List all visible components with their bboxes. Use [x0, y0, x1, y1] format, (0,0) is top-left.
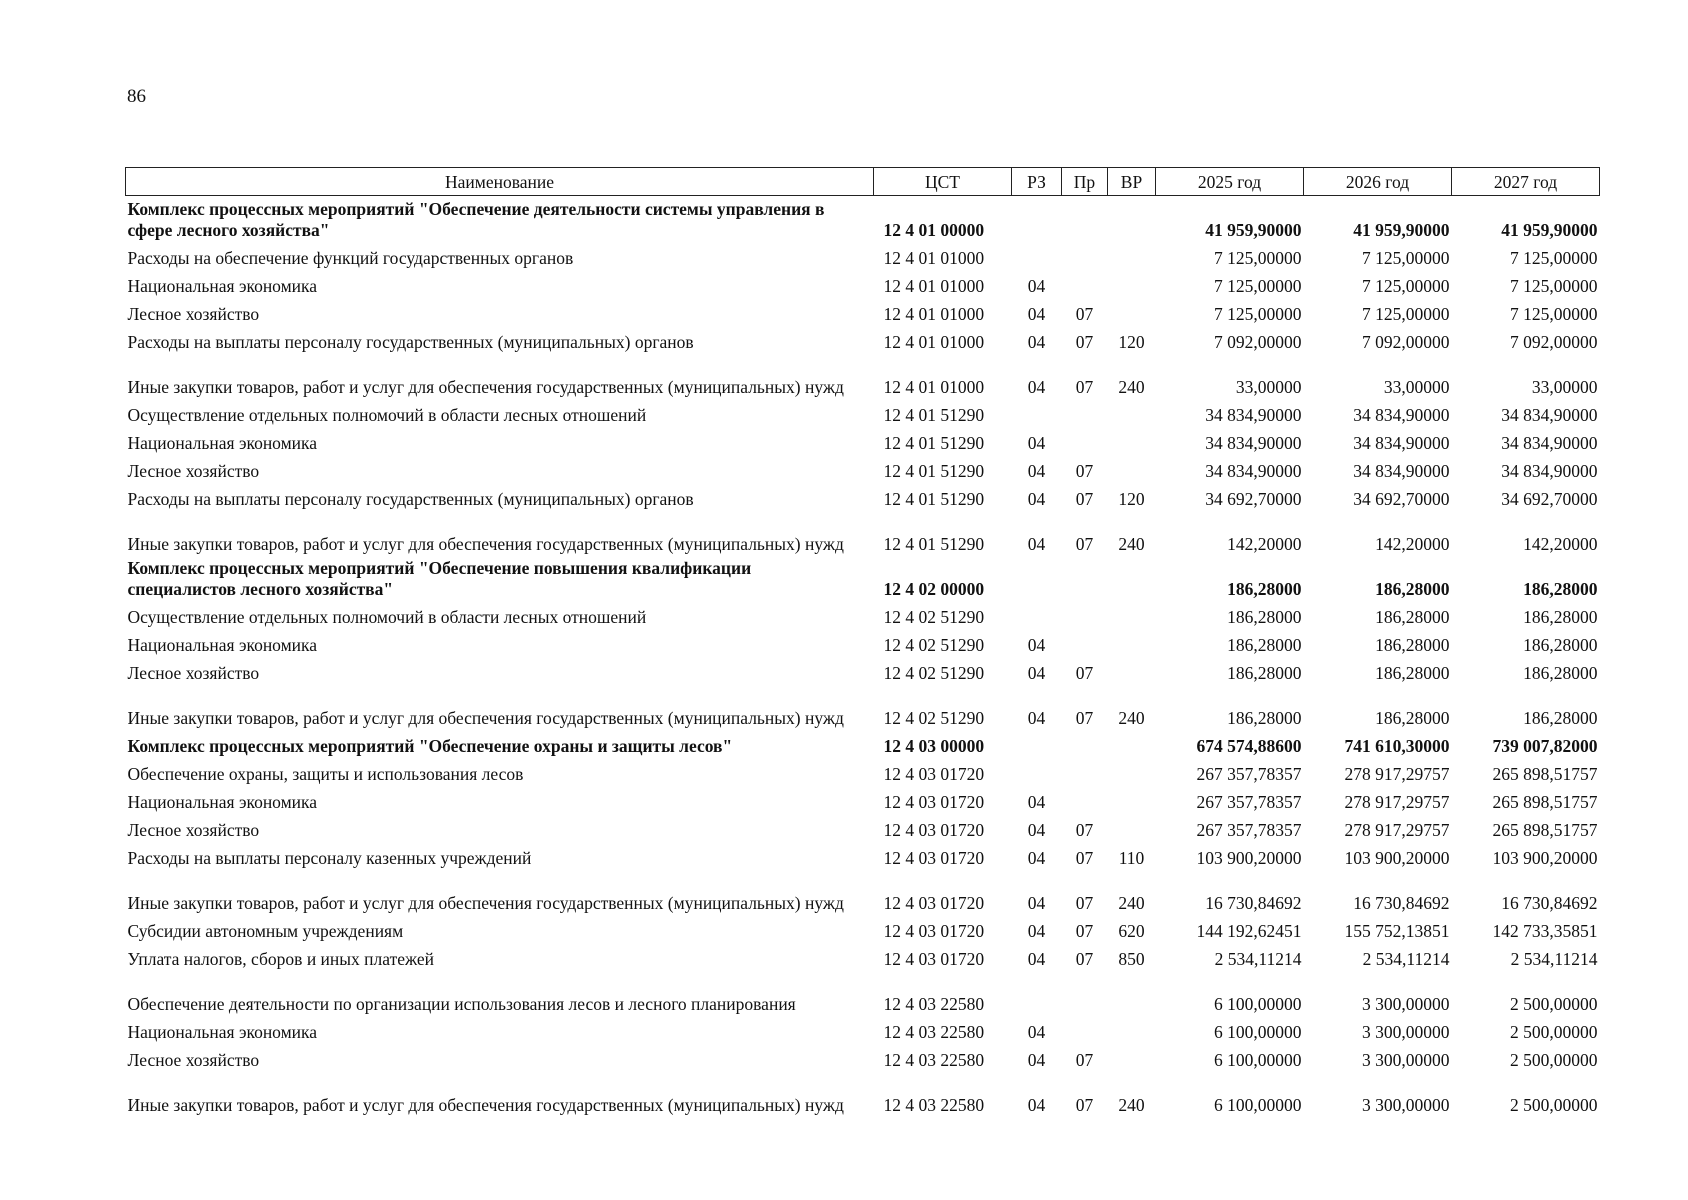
cell-cst: 12 4 02 51290 — [883, 635, 985, 655]
table-row — [126, 269, 1600, 297]
cell-rz — [1012, 970, 1062, 1015]
cell-rz: 04 — [1027, 663, 1046, 683]
cell-2025: 186,28000 — [1227, 635, 1302, 655]
cell-2026: 186,28000 — [1375, 663, 1450, 683]
cell-cst: 12 4 03 22580 — [883, 1022, 985, 1042]
cell-2026: 142,20000 — [1375, 534, 1450, 554]
cell-2027: 34 834,90000 — [1501, 461, 1598, 481]
cell-2025: 16 730,84692 — [1205, 893, 1302, 913]
cell-rz: 04 — [1027, 304, 1046, 324]
cell-name: Расходы на выплаты персоналу государственных (муниципальных) органов — [127, 332, 694, 352]
cell-cst: 12 4 02 51290 — [883, 607, 985, 627]
table-row — [126, 510, 1600, 555]
cell-vr — [1108, 241, 1156, 269]
table-row — [126, 813, 1600, 841]
cell-pr: 07 — [1075, 1050, 1094, 1070]
cell-2027: 34 834,90000 — [1501, 405, 1598, 425]
cell-cst: 12 4 01 51290 — [883, 461, 985, 481]
cell-name: Субсидии автономным учреждениям — [127, 921, 404, 941]
cell-name: Лесное хозяйство — [127, 304, 260, 324]
cell-2027: 739 007,82000 — [1492, 736, 1598, 756]
table-row — [126, 841, 1600, 869]
table-row — [126, 914, 1600, 942]
cell-2027: 2 500,00000 — [1510, 1050, 1598, 1070]
cell-rz: 04 — [1027, 1022, 1046, 1042]
cell-pr: 07 — [1075, 708, 1094, 728]
cell-pr: 07 — [1075, 534, 1094, 554]
cell-2027: 265 898,51757 — [1492, 792, 1598, 812]
cell-cst: 12 4 01 01000 — [883, 332, 985, 352]
table-row — [126, 454, 1600, 482]
cell-2025: 34 692,70000 — [1205, 489, 1302, 509]
cell-cst: 12 4 01 01000 — [883, 248, 985, 268]
cell-vr: 240 — [1118, 377, 1145, 397]
cell-vr — [1108, 729, 1156, 757]
cell-2026: 278 917,29757 — [1344, 820, 1450, 840]
cell-cst: 12 4 03 01720 — [883, 848, 985, 868]
header-2026: 2026 год — [1304, 168, 1452, 196]
cell-vr: 620 — [1118, 921, 1145, 941]
cell-name: Комплекс процессных мероприятий "Обеспечение охраны и защиты лесов" — [127, 736, 733, 756]
cell-pr: 07 — [1075, 820, 1094, 840]
cell-rz — [1012, 600, 1062, 628]
cell-vr — [1108, 628, 1156, 656]
cell-2027: 2 500,00000 — [1510, 1095, 1598, 1115]
cell-pr: 07 — [1075, 304, 1094, 324]
cell-2026: 7 125,00000 — [1362, 248, 1450, 268]
cell-2025: 186,28000 — [1227, 708, 1302, 728]
cell-rz: 04 — [1027, 461, 1046, 481]
cell-2025: 6 100,00000 — [1214, 1022, 1302, 1042]
cell-name: Иные закупки товаров, работ и услуг для обеспечения государственных (муниципальных) нужд — [127, 893, 844, 913]
cell-vr: 240 — [1118, 1095, 1145, 1115]
cell-vr — [1108, 426, 1156, 454]
cell-2027: 186,28000 — [1523, 607, 1598, 627]
cell-pr: 07 — [1075, 1095, 1094, 1115]
cell-2025: 144 192,62451 — [1196, 921, 1302, 941]
cell-rz: 04 — [1027, 893, 1046, 913]
cell-cst: 12 4 03 01720 — [883, 893, 985, 913]
table-row — [126, 353, 1600, 398]
cell-vr: 240 — [1118, 708, 1145, 728]
cell-name: Лесное хозяйство — [127, 663, 260, 683]
cell-2026: 3 300,00000 — [1362, 1095, 1450, 1115]
cell-rz: 04 — [1027, 1095, 1046, 1115]
cell-rz: 04 — [1027, 276, 1046, 296]
header-vr: ВР — [1108, 168, 1156, 196]
cell-2025: 142,20000 — [1227, 534, 1302, 554]
cell-cst: 12 4 03 22580 — [883, 994, 985, 1014]
table-row — [126, 555, 1600, 600]
cell-2026: 2 534,11214 — [1362, 949, 1450, 969]
cell-name: Осуществление отдельных полномочий в области лесных отношений — [127, 607, 647, 627]
cell-pr — [1062, 628, 1108, 656]
cell-2025: 186,28000 — [1227, 579, 1302, 599]
table-row — [126, 942, 1600, 970]
cell-pr — [1062, 269, 1108, 297]
cell-2027: 186,28000 — [1523, 663, 1598, 683]
table-row — [126, 1071, 1600, 1116]
header-2025: 2025 год — [1156, 168, 1304, 196]
cell-rz: 04 — [1027, 489, 1046, 509]
cell-2026: 41 959,90000 — [1353, 220, 1450, 240]
cell-name: Уплата налогов, сборов и иных платежей — [127, 949, 434, 969]
cell-pr — [1062, 398, 1108, 426]
page-number: 86 — [127, 86, 146, 107]
cell-2027: 186,28000 — [1523, 708, 1598, 728]
cell-2027: 7 125,00000 — [1510, 248, 1598, 268]
cell-rz: 04 — [1027, 332, 1046, 352]
cell-rz — [1012, 757, 1062, 785]
table-row — [126, 785, 1600, 813]
cell-vr — [1108, 555, 1156, 600]
table-row — [126, 1043, 1600, 1071]
cell-2027: 265 898,51757 — [1492, 764, 1598, 784]
cell-cst: 12 4 01 01000 — [883, 377, 985, 397]
cell-pr: 07 — [1075, 949, 1094, 969]
cell-rz: 04 — [1027, 921, 1046, 941]
cell-2027: 103 900,20000 — [1492, 848, 1598, 868]
cell-name: Национальная экономика — [127, 792, 318, 812]
cell-cst: 12 4 03 01720 — [883, 949, 985, 969]
cell-2027: 34 834,90000 — [1501, 433, 1598, 453]
cell-2025: 34 834,90000 — [1205, 405, 1302, 425]
cell-2026: 3 300,00000 — [1362, 994, 1450, 1014]
table-row — [126, 196, 1600, 242]
cell-pr — [1062, 757, 1108, 785]
cell-vr — [1108, 269, 1156, 297]
cell-cst: 12 4 02 00000 — [883, 579, 985, 599]
cell-pr — [1062, 600, 1108, 628]
cell-rz: 04 — [1027, 534, 1046, 554]
cell-vr — [1108, 398, 1156, 426]
table-row — [126, 869, 1600, 914]
cell-vr — [1108, 196, 1156, 242]
table-row — [126, 325, 1600, 353]
cell-2027: 2 500,00000 — [1510, 1022, 1598, 1042]
cell-rz: 04 — [1027, 792, 1046, 812]
cell-vr — [1108, 813, 1156, 841]
cell-vr — [1108, 757, 1156, 785]
cell-2027: 34 692,70000 — [1501, 489, 1598, 509]
cell-2027: 142 733,35851 — [1492, 921, 1598, 941]
table-row — [126, 426, 1600, 454]
table-row — [126, 482, 1600, 510]
cell-pr — [1062, 729, 1108, 757]
table-row — [126, 729, 1600, 757]
cell-2026: 3 300,00000 — [1362, 1022, 1450, 1042]
cell-pr: 07 — [1075, 921, 1094, 941]
cell-2027: 186,28000 — [1523, 635, 1598, 655]
header-2027: 2027 год — [1452, 168, 1600, 196]
cell-rz — [1012, 555, 1062, 600]
cell-2025: 34 834,90000 — [1205, 433, 1302, 453]
cell-pr: 07 — [1075, 848, 1094, 868]
cell-2025: 7 092,00000 — [1214, 332, 1302, 352]
cell-rz: 04 — [1027, 820, 1046, 840]
table-row — [126, 1015, 1600, 1043]
cell-2026: 7 125,00000 — [1362, 304, 1450, 324]
cell-vr — [1108, 970, 1156, 1015]
cell-2026: 278 917,29757 — [1344, 792, 1450, 812]
cell-cst: 12 4 01 01000 — [883, 304, 985, 324]
cell-name: Иные закупки товаров, работ и услуг для обеспечения государственных (муниципальных) нужд — [127, 1095, 844, 1115]
cell-pr — [1062, 196, 1108, 242]
cell-2026: 16 730,84692 — [1353, 893, 1450, 913]
cell-vr — [1108, 600, 1156, 628]
cell-cst: 12 4 03 01720 — [883, 764, 985, 784]
cell-pr — [1062, 555, 1108, 600]
cell-name: Национальная экономика — [127, 635, 318, 655]
cell-name: Лесное хозяйство — [127, 820, 260, 840]
cell-cst: 12 4 01 00000 — [883, 220, 985, 240]
cell-rz — [1012, 398, 1062, 426]
cell-pr: 07 — [1075, 461, 1094, 481]
cell-2027: 7 125,00000 — [1510, 276, 1598, 296]
cell-vr: 850 — [1118, 949, 1145, 969]
cell-cst: 12 4 03 01720 — [883, 820, 985, 840]
cell-cst: 12 4 03 01720 — [883, 792, 985, 812]
cell-rz: 04 — [1027, 377, 1046, 397]
cell-name: Лесное хозяйство — [127, 1050, 260, 1070]
cell-cst: 12 4 03 22580 — [883, 1050, 985, 1070]
cell-rz: 04 — [1027, 949, 1046, 969]
cell-vr — [1108, 1015, 1156, 1043]
cell-cst: 12 4 02 51290 — [883, 663, 985, 683]
cell-2026: 155 752,13851 — [1344, 921, 1450, 941]
cell-2025: 267 357,78357 — [1196, 764, 1302, 784]
budget-table — [125, 167, 1600, 1116]
cell-cst: 12 4 01 51290 — [883, 489, 985, 509]
cell-pr — [1062, 970, 1108, 1015]
cell-2025: 103 900,20000 — [1196, 848, 1302, 868]
cell-2025: 186,28000 — [1227, 663, 1302, 683]
cell-2027: 2 500,00000 — [1510, 994, 1598, 1014]
cell-2025: 6 100,00000 — [1214, 994, 1302, 1014]
cell-name: Национальная экономика — [127, 433, 318, 453]
cell-cst: 12 4 02 51290 — [883, 708, 985, 728]
cell-2026: 186,28000 — [1375, 635, 1450, 655]
header-name: Наименование — [126, 168, 874, 196]
cell-name: Национальная экономика — [127, 276, 318, 296]
cell-cst: 12 4 01 51290 — [883, 534, 985, 554]
table-body — [126, 196, 1600, 1117]
cell-name: Расходы на выплаты персоналу государственных (муниципальных) органов — [127, 489, 694, 509]
cell-2026: 741 610,30000 — [1344, 736, 1450, 756]
cell-vr — [1108, 297, 1156, 325]
cell-2025: 34 834,90000 — [1205, 461, 1302, 481]
table-row — [126, 628, 1600, 656]
cell-2026: 278 917,29757 — [1344, 764, 1450, 784]
cell-name: Комплекс процессных мероприятий "Обеспечение деятельности системы управления в сфере лесного хозяйства" — [127, 199, 825, 240]
cell-name: Иные закупки товаров, работ и услуг для обеспечения государственных (муниципальных) нужд — [127, 534, 844, 554]
cell-2025: 7 125,00000 — [1214, 248, 1302, 268]
cell-vr — [1108, 785, 1156, 813]
cell-2027: 7 125,00000 — [1510, 304, 1598, 324]
header-pr: Пр — [1062, 168, 1108, 196]
cell-2026: 103 900,20000 — [1344, 848, 1450, 868]
cell-name: Лесное хозяйство — [127, 461, 260, 481]
cell-name: Осуществление отдельных полномочий в области лесных отношений — [127, 405, 647, 425]
cell-pr: 07 — [1075, 489, 1094, 509]
cell-2025: 186,28000 — [1227, 607, 1302, 627]
cell-cst: 12 4 01 51290 — [883, 433, 985, 453]
cell-name: Национальная экономика — [127, 1022, 318, 1042]
cell-cst: 12 4 03 22580 — [883, 1095, 985, 1115]
cell-2025: 267 357,78357 — [1196, 820, 1302, 840]
cell-vr: 120 — [1118, 332, 1145, 352]
cell-vr — [1108, 1043, 1156, 1071]
cell-pr: 07 — [1075, 663, 1094, 683]
table-row — [126, 398, 1600, 426]
cell-vr: 110 — [1118, 848, 1145, 868]
cell-2025: 6 100,00000 — [1214, 1050, 1302, 1070]
cell-2026: 34 834,90000 — [1353, 433, 1450, 453]
cell-2025: 33,00000 — [1235, 377, 1302, 397]
cell-name: Иные закупки товаров, работ и услуг для обеспечения государственных (муниципальных) нужд — [127, 708, 844, 728]
cell-vr: 120 — [1118, 489, 1145, 509]
cell-name: Комплекс процессных мероприятий "Обеспечение повышения квалификации специалистов лесного хозяйства" — [127, 558, 752, 599]
cell-vr: 240 — [1118, 534, 1145, 554]
cell-2026: 33,00000 — [1383, 377, 1450, 397]
cell-2027: 265 898,51757 — [1492, 820, 1598, 840]
cell-pr: 07 — [1075, 377, 1094, 397]
table-row — [126, 656, 1600, 684]
cell-cst: 12 4 03 01720 — [883, 921, 985, 941]
cell-2026: 186,28000 — [1375, 579, 1450, 599]
cell-rz: 04 — [1027, 708, 1046, 728]
table-row — [126, 297, 1600, 325]
cell-2025: 2 534,11214 — [1214, 949, 1302, 969]
cell-rz: 04 — [1027, 1050, 1046, 1070]
table-row — [126, 684, 1600, 729]
cell-2026: 7 125,00000 — [1362, 276, 1450, 296]
cell-2026: 34 834,90000 — [1353, 461, 1450, 481]
table-row — [126, 970, 1600, 1015]
cell-name: Расходы на выплаты персоналу казенных учреждений — [127, 848, 532, 868]
cell-vr — [1108, 656, 1156, 684]
cell-2026: 186,28000 — [1375, 708, 1450, 728]
table-row — [126, 241, 1600, 269]
cell-2026: 186,28000 — [1375, 607, 1450, 627]
cell-2027: 186,28000 — [1523, 579, 1598, 599]
cell-2025: 267 357,78357 — [1196, 792, 1302, 812]
cell-pr: 07 — [1075, 332, 1094, 352]
cell-pr — [1062, 785, 1108, 813]
cell-2025: 41 959,90000 — [1205, 220, 1302, 240]
cell-cst: 12 4 01 01000 — [883, 276, 985, 296]
header-cst: ЦСТ — [874, 168, 1012, 196]
cell-2026: 34 692,70000 — [1353, 489, 1450, 509]
cell-2025: 674 574,88600 — [1196, 736, 1302, 756]
cell-2027: 2 534,11214 — [1510, 949, 1598, 969]
cell-pr — [1062, 241, 1108, 269]
cell-cst: 12 4 01 51290 — [883, 405, 985, 425]
cell-2026: 3 300,00000 — [1362, 1050, 1450, 1070]
cell-pr: 07 — [1075, 893, 1094, 913]
cell-vr — [1108, 454, 1156, 482]
cell-rz: 04 — [1027, 635, 1046, 655]
cell-rz — [1012, 196, 1062, 242]
table-header — [126, 168, 1600, 196]
cell-2025: 7 125,00000 — [1214, 276, 1302, 296]
cell-2025: 6 100,00000 — [1214, 1095, 1302, 1115]
cell-name: Расходы на обеспечение функций государственных органов — [127, 248, 574, 268]
cell-2027: 142,20000 — [1523, 534, 1598, 554]
cell-2027: 16 730,84692 — [1501, 893, 1598, 913]
cell-cst: 12 4 03 00000 — [883, 736, 985, 756]
table-row — [126, 600, 1600, 628]
cell-2027: 7 092,00000 — [1510, 332, 1598, 352]
cell-2027: 41 959,90000 — [1501, 220, 1598, 240]
cell-rz: 04 — [1027, 848, 1046, 868]
cell-2025: 7 125,00000 — [1214, 304, 1302, 324]
cell-rz — [1012, 241, 1062, 269]
cell-name: Обеспечение охраны, защиты и использования лесов — [127, 764, 524, 784]
cell-rz: 04 — [1027, 433, 1046, 453]
cell-rz — [1012, 729, 1062, 757]
cell-name: Обеспечение деятельности по организации использования лесов и лесного планирования — [127, 994, 796, 1014]
table-row — [126, 757, 1600, 785]
cell-2027: 33,00000 — [1531, 377, 1598, 397]
cell-2026: 34 834,90000 — [1353, 405, 1450, 425]
cell-vr: 240 — [1118, 893, 1145, 913]
cell-pr — [1062, 1015, 1108, 1043]
cell-name: Иные закупки товаров, работ и услуг для обеспечения государственных (муниципальных) нужд — [127, 377, 844, 397]
header-rz: РЗ — [1012, 168, 1062, 196]
cell-2026: 7 092,00000 — [1362, 332, 1450, 352]
cell-pr — [1062, 426, 1108, 454]
